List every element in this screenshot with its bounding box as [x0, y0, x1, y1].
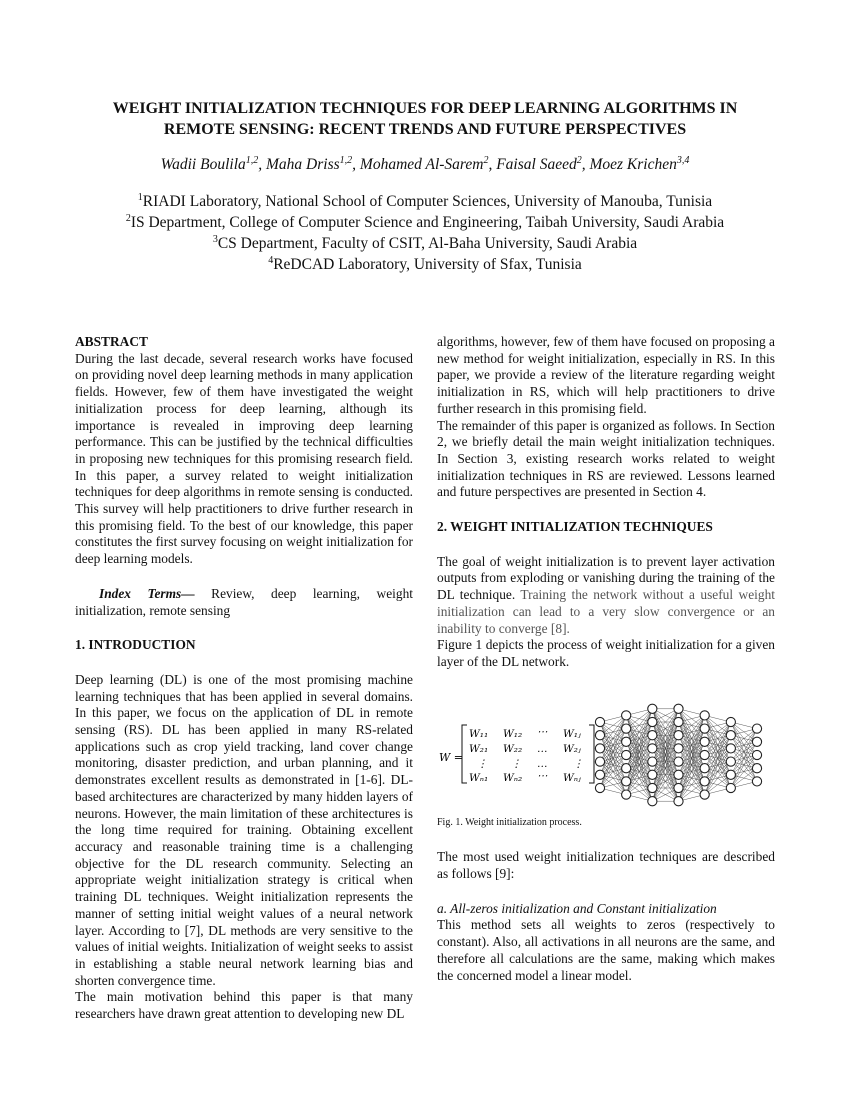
matrix-right-bracket [589, 725, 594, 783]
network-neuron [752, 724, 761, 733]
network-neuron [726, 783, 735, 792]
network-neuron [648, 717, 657, 726]
network-neuron [622, 790, 631, 799]
network-neuron [674, 730, 683, 739]
network-neuron [648, 796, 657, 805]
network-neuron [726, 770, 735, 779]
matrix-entry: ⋮ [511, 757, 522, 770]
network-neuron [595, 770, 604, 779]
matrix-entry: Wₙ₁ [469, 771, 489, 784]
matrix-entry: ⋮ [477, 757, 488, 770]
affiliations [40, 191, 810, 275]
matrix-entry: W₂ⱼ [563, 742, 581, 755]
network-neuron [700, 710, 709, 719]
network-neuron [595, 730, 604, 739]
matrix-entry: Wₙⱼ [563, 771, 581, 784]
abstract-text: During the last decade, several research works have focused on providing novel deep learning methods in many application fields. However, few of them have investigated the weight initialization process for deep learning, although its importance is revealed in improving deep learning performance. This can be justified by the technical difficulties in proposing new techniques for this promising research field. In this paper, a survey related to weight initialization techniques for deep algorithms in remote sensing is conducted. This survey will help practitioners to drive further research in this promising field. To the best of our knowledge, this paper constitutes the first survey focusing on weight initialization for deep learning models. [75, 350, 413, 567]
network-neuron [595, 783, 604, 792]
figure-weight-initialization [437, 697, 775, 815]
author: Faisal Saeed$^2$, [496, 154, 590, 173]
neural-network-diagram [595, 704, 761, 806]
author-list [60, 156, 790, 174]
intro-paragraph-2-continued: algorithms, however, few of them have focused on proposing a new method for weight initialization, especially in RS. In this paper, we provide a review of the literature regarding weight initialization in RS, which will help practitioners to drive further research in this promising field. [437, 334, 775, 416]
network-neuron [700, 737, 709, 746]
author: Wadii Boulila$^{1,2}$, [160, 154, 267, 173]
title-line-1: WEIGHT INITIALIZATION TECHNIQUES FOR DEEP LEARNING ALGORITHMS IN [112, 100, 738, 117]
figure-svg [437, 697, 775, 815]
network-neuron [648, 783, 657, 792]
index-terms-label: Index Terms— [99, 585, 195, 601]
weight-matrix [439, 725, 594, 784]
matrix-entry: ⋯ [537, 769, 548, 782]
title-line-2: REMOTE SENSING: RECENT TRENDS AND FUTURE PERSPECTIVES [163, 121, 687, 138]
network-neuron [674, 717, 683, 726]
left-column [75, 334, 413, 1023]
network-neuron [622, 776, 631, 785]
abstract-heading: ABSTRACT [75, 334, 148, 349]
network-neuron [674, 743, 683, 752]
paper-title [75, 98, 775, 140]
network-neuron [622, 724, 631, 733]
network-neuron [674, 796, 683, 805]
author: Mohamed Al-Sarem$^2$, [359, 154, 497, 173]
author: Moez Krichen$^{3,4}$ [589, 154, 690, 173]
affiliation: $^4$ReDCAD Laboratory, University of Sfax, Tunisia [268, 254, 582, 273]
network-neuron [648, 730, 657, 739]
section2-paragraph-3: The most used weight initialization techniques are described as follows [9]: [437, 849, 775, 882]
section2-paragraph-4: This method sets all weights to zeros (respectively to constant). Also, all activations in all neurons are the same, and therefore all calculations are the same, making which makes the concerned model a linear model. [437, 917, 775, 983]
network-neuron [595, 757, 604, 766]
affiliation: $^1$RIADI Laboratory, National School of Computer Sciences, University of Manouba, Tunisia [137, 191, 713, 210]
index-terms-text: Review, deep learning, weight initialization, remote sensing [75, 585, 413, 618]
matrix-entry: W₁₂ [503, 727, 523, 740]
network-neuron [622, 763, 631, 772]
network-neuron [648, 743, 657, 752]
network-neuron [752, 776, 761, 785]
matrix-entry: W₂₂ [503, 742, 523, 755]
network-neuron [648, 770, 657, 779]
network-neuron [595, 717, 604, 726]
network-neuron [674, 770, 683, 779]
network-neuron [648, 704, 657, 713]
matrix-entry: W₁ⱼ [563, 727, 581, 740]
matrix-lhs: W = [439, 750, 464, 764]
network-neuron [674, 783, 683, 792]
network-neuron [726, 730, 735, 739]
network-neuron [622, 737, 631, 746]
network-neuron [700, 750, 709, 759]
network-neuron [752, 763, 761, 772]
right-column [437, 334, 775, 984]
section-heading-introduction: 1. INTRODUCTION [75, 637, 196, 653]
network-neuron [700, 724, 709, 733]
matrix-entry: … [537, 757, 548, 770]
index-terms [75, 586, 413, 619]
network-neuron [726, 757, 735, 766]
affiliation: $^2$IS Department, College of Computer Science and Engineering, Taibah University, Saudi Arabia [125, 212, 725, 231]
network-neuron [674, 757, 683, 766]
network-neuron [595, 743, 604, 752]
intro-paragraph-1: Deep learning (DL) is one of the most promising machine learning techniques that has been applied in several domains. In this paper, we focus on the application of DL in remote sensing (RS). DL has been applied in many RS-related applications such as crop yield tracking, land cover change monitoring, disaster prediction, and urban planning, and it demonstrates excellent results as demonstrated in [1-6]. DL-based architectures are characterized by many hidden layers of neurons. However, the main limitation of these architectures is the long time required for training. Obtaining excellent accuracy and reasonable training time is a challenging objective for the DL research community. Selecting an appropriate weight initialization strategy is critical when training DL techniques. Weight initialization represents the manner of setting initial weight values of a neural network layer. According to [7], DL methods are very sensitive to the values of initial weights. Initialization of weight seeks to assist in establishing a stable neural network learning bias and shorten convergence time. [75, 671, 413, 988]
network-neuron [726, 743, 735, 752]
matrix-entry: Wₙ₂ [503, 771, 523, 784]
matrix-entry: ⋮ [573, 757, 584, 770]
intro-paragraph-2: The main motivation behind this paper is that many researchers have drawn great attention to developing new DL [75, 989, 413, 1022]
network-neuron [700, 776, 709, 785]
author: Maha Driss$^{1,2}$, [266, 154, 360, 173]
network-neuron [726, 717, 735, 726]
intro-paragraph-3: The remainder of this paper is organized as follows. In Section 2, we briefly detail the main weight initialization techniques. In Section 3, existing research works related to weight initialization techniques in RS are reviewed. Lessons learned and future perspectives are presented in Section 4. [437, 417, 775, 500]
subsection-heading-all-zeros: a. All-zeros initialization and Constant initialization [437, 900, 717, 916]
figure-caption: Fig. 1. Weight initialization process. [437, 816, 582, 828]
network-neuron [700, 763, 709, 772]
matrix-entry: … [537, 742, 548, 755]
affiliation: $^3$CS Department, Faculty of CSIT, Al-Baha University, Saudi Arabia [212, 233, 638, 252]
network-neuron [700, 790, 709, 799]
network-neuron [622, 750, 631, 759]
network-neuron [674, 704, 683, 713]
network-neuron [622, 710, 631, 719]
network-neuron [648, 757, 657, 766]
matrix-entry: ⋯ [537, 725, 548, 738]
section2-paragraph-1: The goal of weight initialization is to prevent layer activation outputs from exploding or vanishing during the training of the DL technique. Training the network without a useful weight initialization can lead to a very slow convergence or an inability to converge [8]. [437, 553, 775, 636]
section-heading-weight-initialization: 2. WEIGHT INITIALIZATION TECHNIQUES [437, 519, 713, 535]
section2-paragraph-2: Figure 1 depicts the process of weight initialization for a given layer of the DL network. [437, 637, 775, 669]
matrix-entry: W₂₁ [469, 742, 489, 755]
matrix-entry: W₁₁ [469, 727, 489, 740]
network-neuron [752, 750, 761, 759]
network-neuron [752, 737, 761, 746]
